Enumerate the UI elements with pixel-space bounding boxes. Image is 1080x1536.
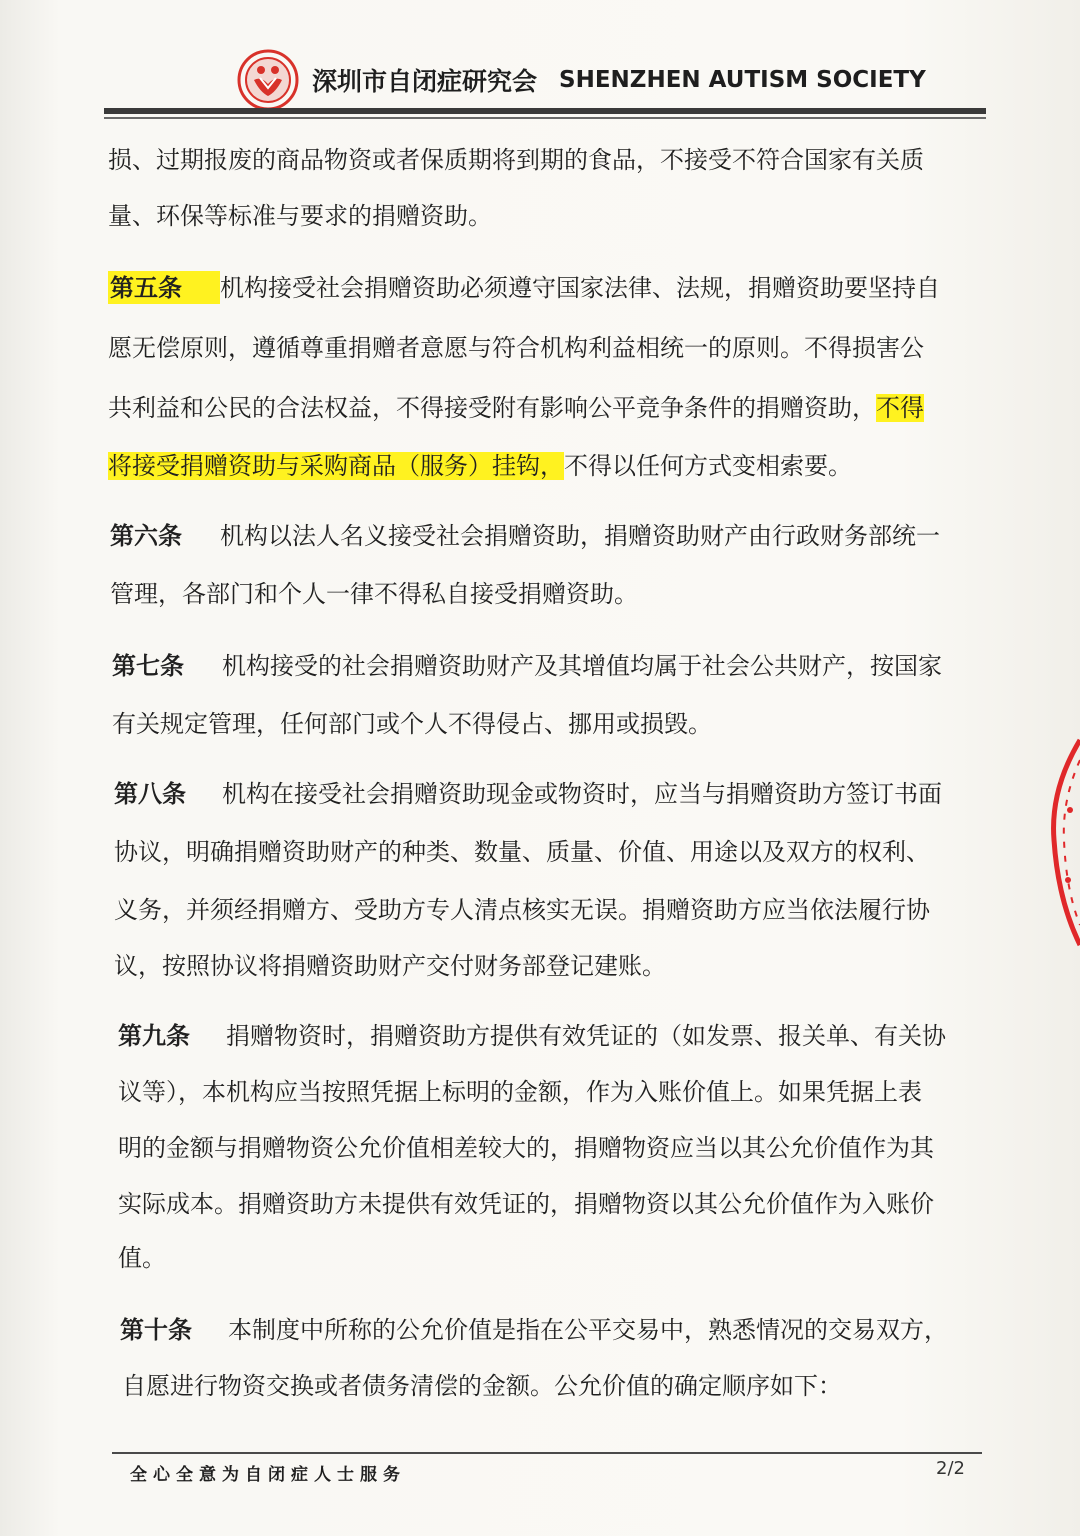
article-label-highlighted: 第五条	[108, 271, 220, 304]
red-seal-stamp-icon	[1040, 730, 1080, 950]
text-line: 议等），本机构应当按照凭据上标明的金额，作为入账价值上。如果凭据上表	[118, 1078, 922, 1106]
text-line: 管理，各部门和个人一律不得私自接受捐赠资助。	[110, 580, 638, 608]
text-line: 量、环保等标准与要求的捐赠资助。	[108, 202, 492, 230]
article-label: 第八条	[114, 779, 186, 808]
highlighted-text: 将接受捐赠资助与采购商品（服务）挂钩，	[108, 452, 564, 480]
header-rule-thin	[104, 117, 986, 119]
text-line: 明的金额与捐赠物资公允价值相差较大的，捐赠物资应当以其公允价值作为其	[118, 1134, 934, 1162]
article-8-line: 第八条 机构在接受社会捐赠资助现金或物资时，应当与捐赠资助方签订书面	[114, 779, 942, 808]
text-line: 议，按照协议将捐赠资助财产交付财务部登记建账。	[114, 952, 666, 980]
article-label: 第七条	[112, 651, 184, 680]
article-10-line: 第十条 本制度中所称的公允价值是指在公平交易中，熟悉情况的交易双方，	[120, 1315, 948, 1344]
page-number: 2/2	[936, 1458, 965, 1479]
autism-society-logo-icon	[236, 48, 300, 112]
text-line: 自愿进行物资交换或者债务清偿的金额。公允价值的确定顺序如下：	[122, 1372, 842, 1400]
letterhead	[236, 48, 926, 112]
article-label: 第十条	[120, 1315, 192, 1344]
text-line: 协议，明确捐赠资助财产的种类、数量、质量、价值、用途以及双方的权利、	[114, 838, 930, 866]
text-line: 共利益和公民的合法权益，不得接受附有影响公平竞争条件的捐赠资助，不得	[108, 394, 924, 422]
article-7-line: 第七条 机构接受的社会捐赠资助财产及其增值均属于社会公共财产，按国家	[112, 651, 942, 680]
text-line: 愿无偿原则，遵循尊重捐赠者意愿与符合机构利益相统一的原则。不得损害公	[108, 334, 924, 362]
text-line: 损、过期报废的商品物资或者保质期将到期的食品，不接受不符合国家有关质	[108, 146, 924, 174]
article-label: 第六条	[110, 521, 182, 550]
highlighted-text: 不得	[876, 394, 924, 422]
header-rule-thick	[104, 108, 986, 114]
text-line: 有关规定管理，任何部门或个人不得侵占、挪用或损毁。	[112, 710, 712, 738]
article-5-line: 第五条 机构接受社会捐赠资助必须遵守国家法律、法规，捐赠资助要坚持自	[110, 273, 940, 302]
text-line: 义务，并须经捐赠方、受助方专人清点核实无误。捐赠资助方应当依法履行协	[114, 896, 930, 924]
org-name-english: SHENZHEN AUTISM SOCIETY	[559, 67, 926, 93]
text-line: 实际成本。捐赠资助方未提供有效凭证的，捐赠物资以其公允价值作为入账价	[118, 1190, 934, 1218]
article-9-line: 第九条 捐赠物资时，捐赠资助方提供有效凭证的（如发票、报关单、有关协	[118, 1021, 946, 1050]
article-6-line: 第六条 机构以法人名义接受社会捐赠资助，捐赠资助财产由行政财务部统一	[110, 521, 940, 550]
org-name-chinese: 深圳市自闭症研究会	[312, 67, 538, 96]
footer-motto: 全心全意为自闭症人士服务	[130, 1465, 406, 1485]
text-line: 值。	[118, 1244, 166, 1272]
article-label: 第九条	[118, 1021, 190, 1050]
text-line: 将接受捐赠资助与采购商品（服务）挂钩，不得以任何方式变相索要。	[108, 452, 852, 480]
footer-rule	[112, 1452, 982, 1454]
